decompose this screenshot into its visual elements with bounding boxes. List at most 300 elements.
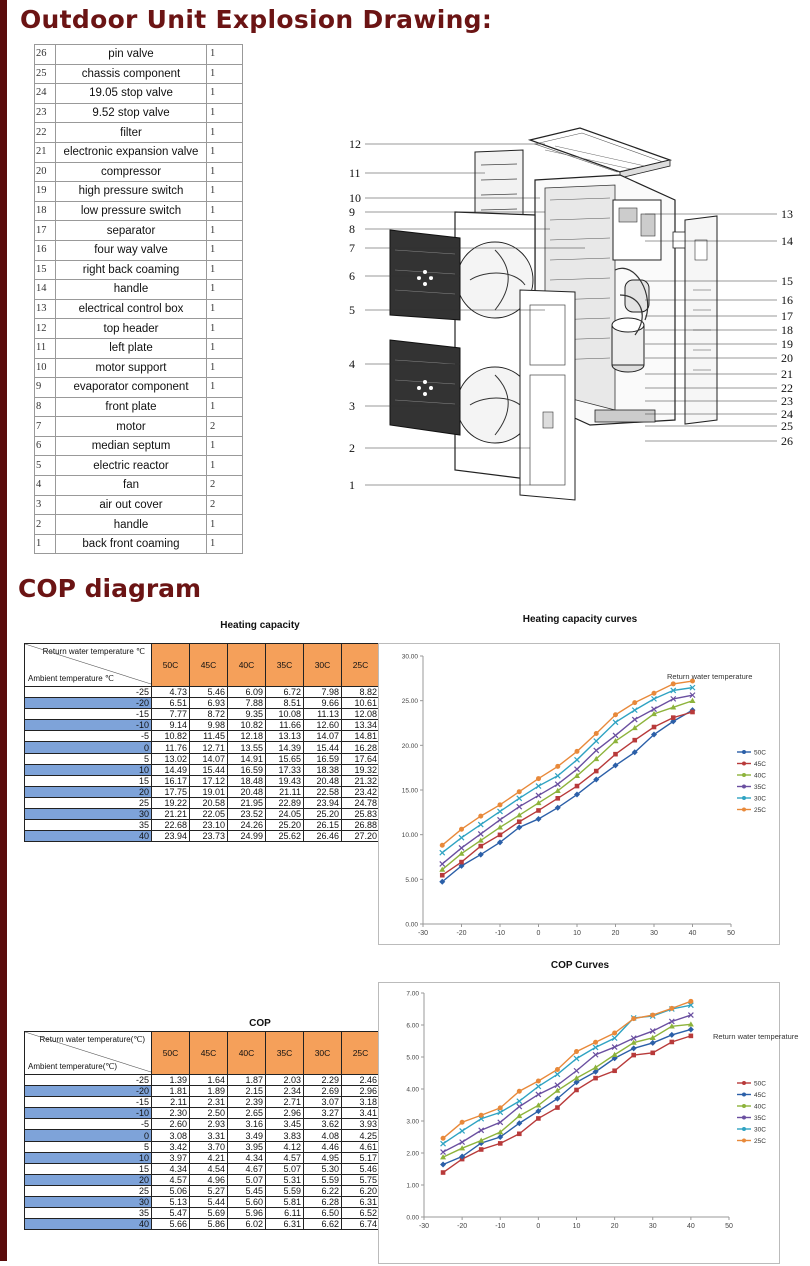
heating-chart-title: Heating capacity curves	[522, 614, 638, 625]
legend-marker	[742, 773, 746, 777]
value-cell: 22.68	[152, 820, 190, 831]
x-tick-label: -10	[494, 930, 506, 937]
data-point	[498, 1141, 503, 1146]
value-cell: 1.39	[152, 1075, 190, 1086]
value-cell: 2.60	[152, 1119, 190, 1130]
table-row	[25, 786, 380, 797]
value-cell: 4.54	[190, 1163, 228, 1174]
legend-marker	[742, 750, 746, 754]
value-cell: 3.41	[342, 1108, 380, 1119]
data-point	[632, 738, 637, 743]
column-header: 30C	[304, 1032, 342, 1075]
part-number: 2	[35, 515, 56, 535]
y-tick-label: 0.00	[406, 1214, 419, 1222]
value-cell: 3.62	[304, 1119, 342, 1130]
data-point	[612, 1036, 617, 1041]
data-point	[650, 1013, 655, 1018]
part-quantity: 1	[207, 64, 243, 84]
data-point	[690, 710, 695, 715]
x-tick-label: -10	[495, 1223, 506, 1230]
data-point	[460, 1128, 465, 1133]
data-point	[631, 1053, 636, 1058]
value-cell: 12.08	[342, 709, 380, 720]
ambient-temp-cell: -5	[25, 1119, 152, 1130]
ambient-temp-cell: 5	[25, 1141, 152, 1152]
callout-label: 13	[781, 207, 793, 221]
parts-row	[35, 299, 243, 319]
value-cell: 14.81	[342, 731, 380, 742]
legend-marker	[742, 796, 746, 800]
y-tick-label: 5.00	[406, 1054, 419, 1062]
table-row	[25, 1130, 380, 1141]
callout-label: 2	[349, 441, 355, 455]
table-row	[25, 820, 380, 831]
table-row	[25, 1219, 380, 1230]
part-number: 4	[35, 476, 56, 496]
ambient-temp-cell: 40	[25, 1219, 152, 1230]
part-number: 25	[35, 64, 56, 84]
data-point	[460, 1140, 465, 1145]
data-point	[612, 1068, 617, 1073]
x-tick-label: 40	[688, 930, 697, 937]
table-row	[25, 1152, 380, 1163]
data-point	[593, 1045, 598, 1050]
value-cell: 23.94	[152, 831, 190, 842]
legend-label: 35C	[754, 784, 766, 791]
part-quantity: 1	[207, 299, 243, 319]
y-tick-label: 6.00	[406, 1022, 419, 1030]
value-cell: 6.31	[266, 1219, 304, 1230]
value-cell: 4.21	[190, 1152, 228, 1163]
value-cell: 6.28	[304, 1197, 342, 1208]
value-cell: 2.31	[190, 1097, 228, 1108]
value-cell: 5.60	[228, 1197, 266, 1208]
part-number: 22	[35, 123, 56, 143]
table-row	[25, 831, 380, 842]
ambient-temp-cell: -25	[25, 687, 152, 698]
part-quantity: 1	[207, 280, 243, 300]
part-number: 21	[35, 142, 56, 162]
corner-diagonal	[25, 644, 147, 686]
callout-label: 23	[781, 394, 793, 408]
data-point	[536, 784, 541, 789]
callout-label: 15	[781, 274, 793, 288]
data-point	[631, 1045, 637, 1051]
column-header: 35C	[266, 1032, 304, 1075]
part-name: 9.52 stop valve	[56, 103, 207, 123]
table-row	[25, 809, 380, 820]
value-cell: 2.93	[190, 1119, 228, 1130]
ambient-temp-cell: 30	[25, 1197, 152, 1208]
value-cell: 18.48	[228, 775, 266, 786]
y-tick-label: 10.00	[401, 832, 418, 840]
value-cell: 16.28	[342, 742, 380, 753]
x-tick-label: 50	[725, 1223, 733, 1230]
x-tick-label: 40	[686, 1223, 695, 1230]
y-tick-label: 15.00	[401, 787, 418, 795]
value-cell: 26.15	[304, 820, 342, 831]
value-cell: 5.46	[190, 687, 228, 698]
data-point	[497, 824, 503, 829]
data-point	[575, 767, 580, 772]
part-number: 3	[35, 495, 56, 515]
part-number: 7	[35, 417, 56, 437]
data-point	[594, 731, 599, 736]
part-number: 16	[35, 240, 56, 260]
value-cell: 21.21	[152, 809, 190, 820]
part-number: 18	[35, 201, 56, 221]
value-cell: 4.61	[342, 1141, 380, 1152]
parts-row	[35, 103, 243, 123]
data-point	[440, 873, 445, 878]
value-cell: 7.98	[304, 687, 342, 698]
parts-row	[35, 162, 243, 182]
callout-label: 14	[781, 234, 793, 248]
data-point	[574, 1088, 579, 1093]
parts-row	[35, 476, 243, 496]
value-cell: 5.07	[228, 1174, 266, 1185]
value-cell: 1.64	[190, 1075, 228, 1086]
data-point	[536, 1116, 541, 1121]
value-cell: 3.18	[342, 1097, 380, 1108]
parts-row	[35, 123, 243, 143]
data-point	[632, 717, 637, 722]
value-cell: 5.59	[304, 1174, 342, 1185]
ambient-temp-cell: -25	[25, 1075, 152, 1086]
value-cell: 4.25	[342, 1130, 380, 1141]
data-point	[498, 1105, 503, 1110]
part-number: 11	[35, 338, 56, 358]
value-cell: 12.71	[190, 742, 228, 753]
value-cell: 25.83	[342, 809, 380, 820]
table-row	[25, 731, 380, 742]
value-cell: 1.87	[228, 1075, 266, 1086]
data-point	[536, 808, 541, 813]
value-cell: 14.07	[304, 731, 342, 742]
callout-label: 11	[349, 166, 361, 180]
value-cell: 3.93	[342, 1119, 380, 1130]
table-row	[25, 709, 380, 720]
value-cell: 2.65	[228, 1108, 266, 1119]
part-name: 19.05 stop valve	[56, 84, 207, 104]
table-row	[25, 1174, 380, 1185]
value-cell: 7.88	[228, 698, 266, 709]
value-cell: 23.10	[190, 820, 228, 831]
value-cell: 17.12	[190, 775, 228, 786]
data-point	[441, 1136, 446, 1141]
parts-row	[35, 417, 243, 437]
callout-label: 21	[781, 367, 793, 381]
value-cell: 3.45	[266, 1119, 304, 1130]
value-cell: 17.75	[152, 786, 190, 797]
outdoor-unit-explosion-drawing	[345, 120, 805, 500]
value-cell: 16.59	[304, 753, 342, 764]
value-cell: 6.93	[190, 698, 228, 709]
x-tick-label: 50	[727, 930, 735, 937]
value-cell: 24.05	[266, 809, 304, 820]
value-cell: 21.32	[342, 775, 380, 786]
data-point	[440, 861, 445, 866]
data-point	[652, 696, 657, 701]
value-cell: 11.13	[304, 709, 342, 720]
part-quantity: 1	[207, 319, 243, 339]
corner-diagonal	[25, 1032, 147, 1074]
data-point	[575, 784, 580, 789]
table-row	[25, 1208, 380, 1219]
part-name: high pressure switch	[56, 182, 207, 202]
part-quantity: 1	[207, 456, 243, 476]
series-line-35C	[442, 695, 692, 864]
value-cell: 5.59	[266, 1185, 304, 1196]
x-tick-label: 30	[648, 1223, 657, 1230]
data-point	[441, 1150, 446, 1155]
data-point	[440, 1162, 446, 1168]
legend-marker	[742, 1104, 746, 1108]
callout-label: 20	[781, 351, 793, 365]
ambient-temp-cell: 10	[25, 764, 152, 775]
part-name: compressor	[56, 162, 207, 182]
x-tick-label: -20	[457, 1223, 468, 1230]
ambient-temp-cell: 25	[25, 797, 152, 808]
parts-row	[35, 338, 243, 358]
callout-label: 9	[349, 205, 355, 219]
part-name: filter	[56, 123, 207, 143]
value-cell: 19.32	[342, 764, 380, 775]
legend-marker	[742, 785, 746, 789]
part-name: top header	[56, 319, 207, 339]
part-name: left plate	[56, 338, 207, 358]
data-point	[613, 720, 618, 725]
value-cell: 4.67	[228, 1163, 266, 1174]
parts-row	[35, 280, 243, 300]
y-tick-label: 1.00	[406, 1182, 419, 1190]
callout-label: 22	[781, 381, 793, 395]
value-cell: 4.95	[304, 1152, 342, 1163]
chart-annotation: Return water temperature	[713, 1032, 799, 1041]
value-cell: 2.69	[304, 1086, 342, 1097]
part-quantity: 1	[207, 378, 243, 398]
value-cell: 13.13	[266, 731, 304, 742]
value-cell: 15.44	[304, 742, 342, 753]
value-cell: 9.35	[228, 709, 266, 720]
data-point	[631, 1016, 636, 1021]
data-point	[536, 793, 541, 798]
data-point	[536, 776, 541, 781]
parts-row	[35, 64, 243, 84]
data-point	[517, 796, 522, 801]
parts-row	[35, 397, 243, 417]
x-tick-label: -30	[418, 1223, 430, 1230]
value-cell: 12.18	[228, 731, 266, 742]
y-tick-label: 30.00	[401, 653, 418, 661]
value-cell: 5.69	[190, 1208, 228, 1219]
part-number: 15	[35, 260, 56, 280]
data-point	[478, 814, 483, 819]
legend-label: 45C	[754, 1092, 766, 1099]
parts-list-table	[34, 44, 243, 554]
value-cell: 4.73	[152, 687, 190, 698]
value-cell: 20.48	[304, 775, 342, 786]
value-cell: 14.91	[228, 753, 266, 764]
value-cell: 3.27	[304, 1108, 342, 1119]
table-row	[25, 742, 380, 753]
table-header-row	[25, 644, 380, 687]
data-point	[688, 1026, 694, 1032]
value-cell: 9.66	[304, 698, 342, 709]
parts-row	[35, 456, 243, 476]
value-cell: 2.50	[190, 1108, 228, 1119]
data-point	[670, 1040, 675, 1045]
legend-marker	[742, 1093, 746, 1097]
chart-annotation: Return water temperature	[667, 672, 753, 681]
data-point	[554, 1088, 560, 1093]
callout-label: 25	[781, 419, 793, 433]
part-quantity: 1	[207, 201, 243, 221]
data-point	[555, 782, 560, 787]
callout-label: 17	[781, 309, 793, 323]
cop-chart-box	[378, 982, 799, 1264]
data-point	[555, 1105, 560, 1110]
legend-label: 25C	[754, 807, 766, 814]
table-row	[25, 1108, 380, 1119]
value-cell: 6.52	[342, 1208, 380, 1219]
part-quantity: 1	[207, 142, 243, 162]
value-cell: 5.07	[266, 1163, 304, 1174]
parts-row	[35, 378, 243, 398]
heating-table-title: Heating capacity	[220, 620, 300, 631]
part-name: motor	[56, 417, 207, 437]
data-point	[612, 1031, 617, 1036]
value-cell: 2.30	[152, 1108, 190, 1119]
data-point	[441, 1141, 446, 1146]
part-name: chassis component	[56, 64, 207, 84]
part-name: pin valve	[56, 45, 207, 65]
data-point	[574, 1049, 579, 1054]
part-quantity: 1	[207, 45, 243, 65]
column-header: 35C	[266, 644, 304, 687]
data-point	[575, 757, 580, 762]
value-cell: 5.81	[266, 1197, 304, 1208]
value-cell: 2.96	[266, 1108, 304, 1119]
value-cell: 6.02	[228, 1219, 266, 1230]
value-cell: 10.61	[342, 698, 380, 709]
data-point	[612, 1052, 618, 1057]
callout-label: 3	[349, 399, 355, 413]
legend-marker	[742, 762, 746, 766]
part-number: 10	[35, 358, 56, 378]
part-name: air out cover	[56, 495, 207, 515]
data-point	[478, 822, 483, 827]
part-quantity: 1	[207, 515, 243, 535]
value-cell: 18.38	[304, 764, 342, 775]
value-cell: 2.03	[266, 1075, 304, 1086]
data-point	[478, 844, 483, 849]
value-cell: 27.20	[342, 831, 380, 842]
ambient-temp-cell: 15	[25, 775, 152, 786]
value-cell: 21.11	[266, 786, 304, 797]
data-point	[517, 1099, 522, 1104]
ambient-temp-cell: 15	[25, 1163, 152, 1174]
series-line-25C	[442, 681, 692, 845]
cop-table-title: COP	[249, 1018, 271, 1029]
x-tick-label: 20	[611, 930, 620, 937]
ambient-temp-cell: 0	[25, 1130, 152, 1141]
part-name: right back coaming	[56, 260, 207, 280]
data-point	[498, 802, 503, 807]
value-cell: 19.22	[152, 797, 190, 808]
part-name: fan	[56, 476, 207, 496]
callout-label: 26	[781, 434, 793, 448]
part-quantity: 1	[207, 338, 243, 358]
value-cell: 6.09	[228, 687, 266, 698]
data-point	[688, 999, 693, 1004]
data-point	[555, 796, 560, 801]
part-number: 6	[35, 436, 56, 456]
parts-row	[35, 84, 243, 104]
column-header: 45C	[190, 644, 228, 687]
cop-table	[24, 1031, 380, 1230]
data-point	[517, 819, 522, 824]
data-point	[632, 700, 637, 705]
value-cell: 6.51	[152, 698, 190, 709]
part-number: 14	[35, 280, 56, 300]
value-cell: 20.48	[228, 786, 266, 797]
value-cell: 15.65	[266, 753, 304, 764]
callout-label: 4	[349, 357, 355, 371]
data-point	[478, 831, 483, 836]
legend-marker	[742, 1081, 746, 1085]
part-quantity: 2	[207, 495, 243, 515]
value-cell: 3.42	[152, 1141, 190, 1152]
value-cell: 2.34	[266, 1086, 304, 1097]
data-point	[517, 1089, 522, 1094]
callout-label: 18	[781, 323, 793, 337]
value-cell: 25.20	[304, 809, 342, 820]
column-header: 25C	[342, 1032, 380, 1075]
data-point	[575, 749, 580, 754]
ambient-temp-cell: 20	[25, 1174, 152, 1185]
data-point	[632, 708, 637, 713]
part-quantity: 2	[207, 476, 243, 496]
left-accent-bar	[0, 0, 7, 1261]
value-cell: 24.26	[228, 820, 266, 831]
value-cell: 11.66	[266, 720, 304, 731]
table-row	[25, 1086, 380, 1097]
ambient-temp-cell: 40	[25, 831, 152, 842]
table-row	[25, 1185, 380, 1196]
value-cell: 10.08	[266, 709, 304, 720]
data-point	[555, 1072, 560, 1077]
return-water-caption: Return water temperature ℃	[42, 647, 145, 656]
value-cell: 22.58	[304, 786, 342, 797]
part-name: four way valve	[56, 240, 207, 260]
value-cell: 17.64	[342, 753, 380, 764]
value-cell: 20.58	[190, 797, 228, 808]
data-point	[594, 769, 599, 774]
value-cell: 2.96	[342, 1086, 380, 1097]
y-tick-label: 20.00	[401, 742, 418, 750]
value-cell: 5.13	[152, 1197, 190, 1208]
heating-capacity-table	[24, 643, 380, 842]
heating-chart-box	[378, 643, 780, 945]
ambient-temp-cell: 5	[25, 753, 152, 764]
legend-label: 40C	[754, 1103, 766, 1111]
value-cell: 14.49	[152, 764, 190, 775]
part-quantity: 1	[207, 358, 243, 378]
ambient-temp-cell: -10	[25, 720, 152, 731]
value-cell: 11.76	[152, 742, 190, 753]
value-cell: 5.46	[342, 1163, 380, 1174]
